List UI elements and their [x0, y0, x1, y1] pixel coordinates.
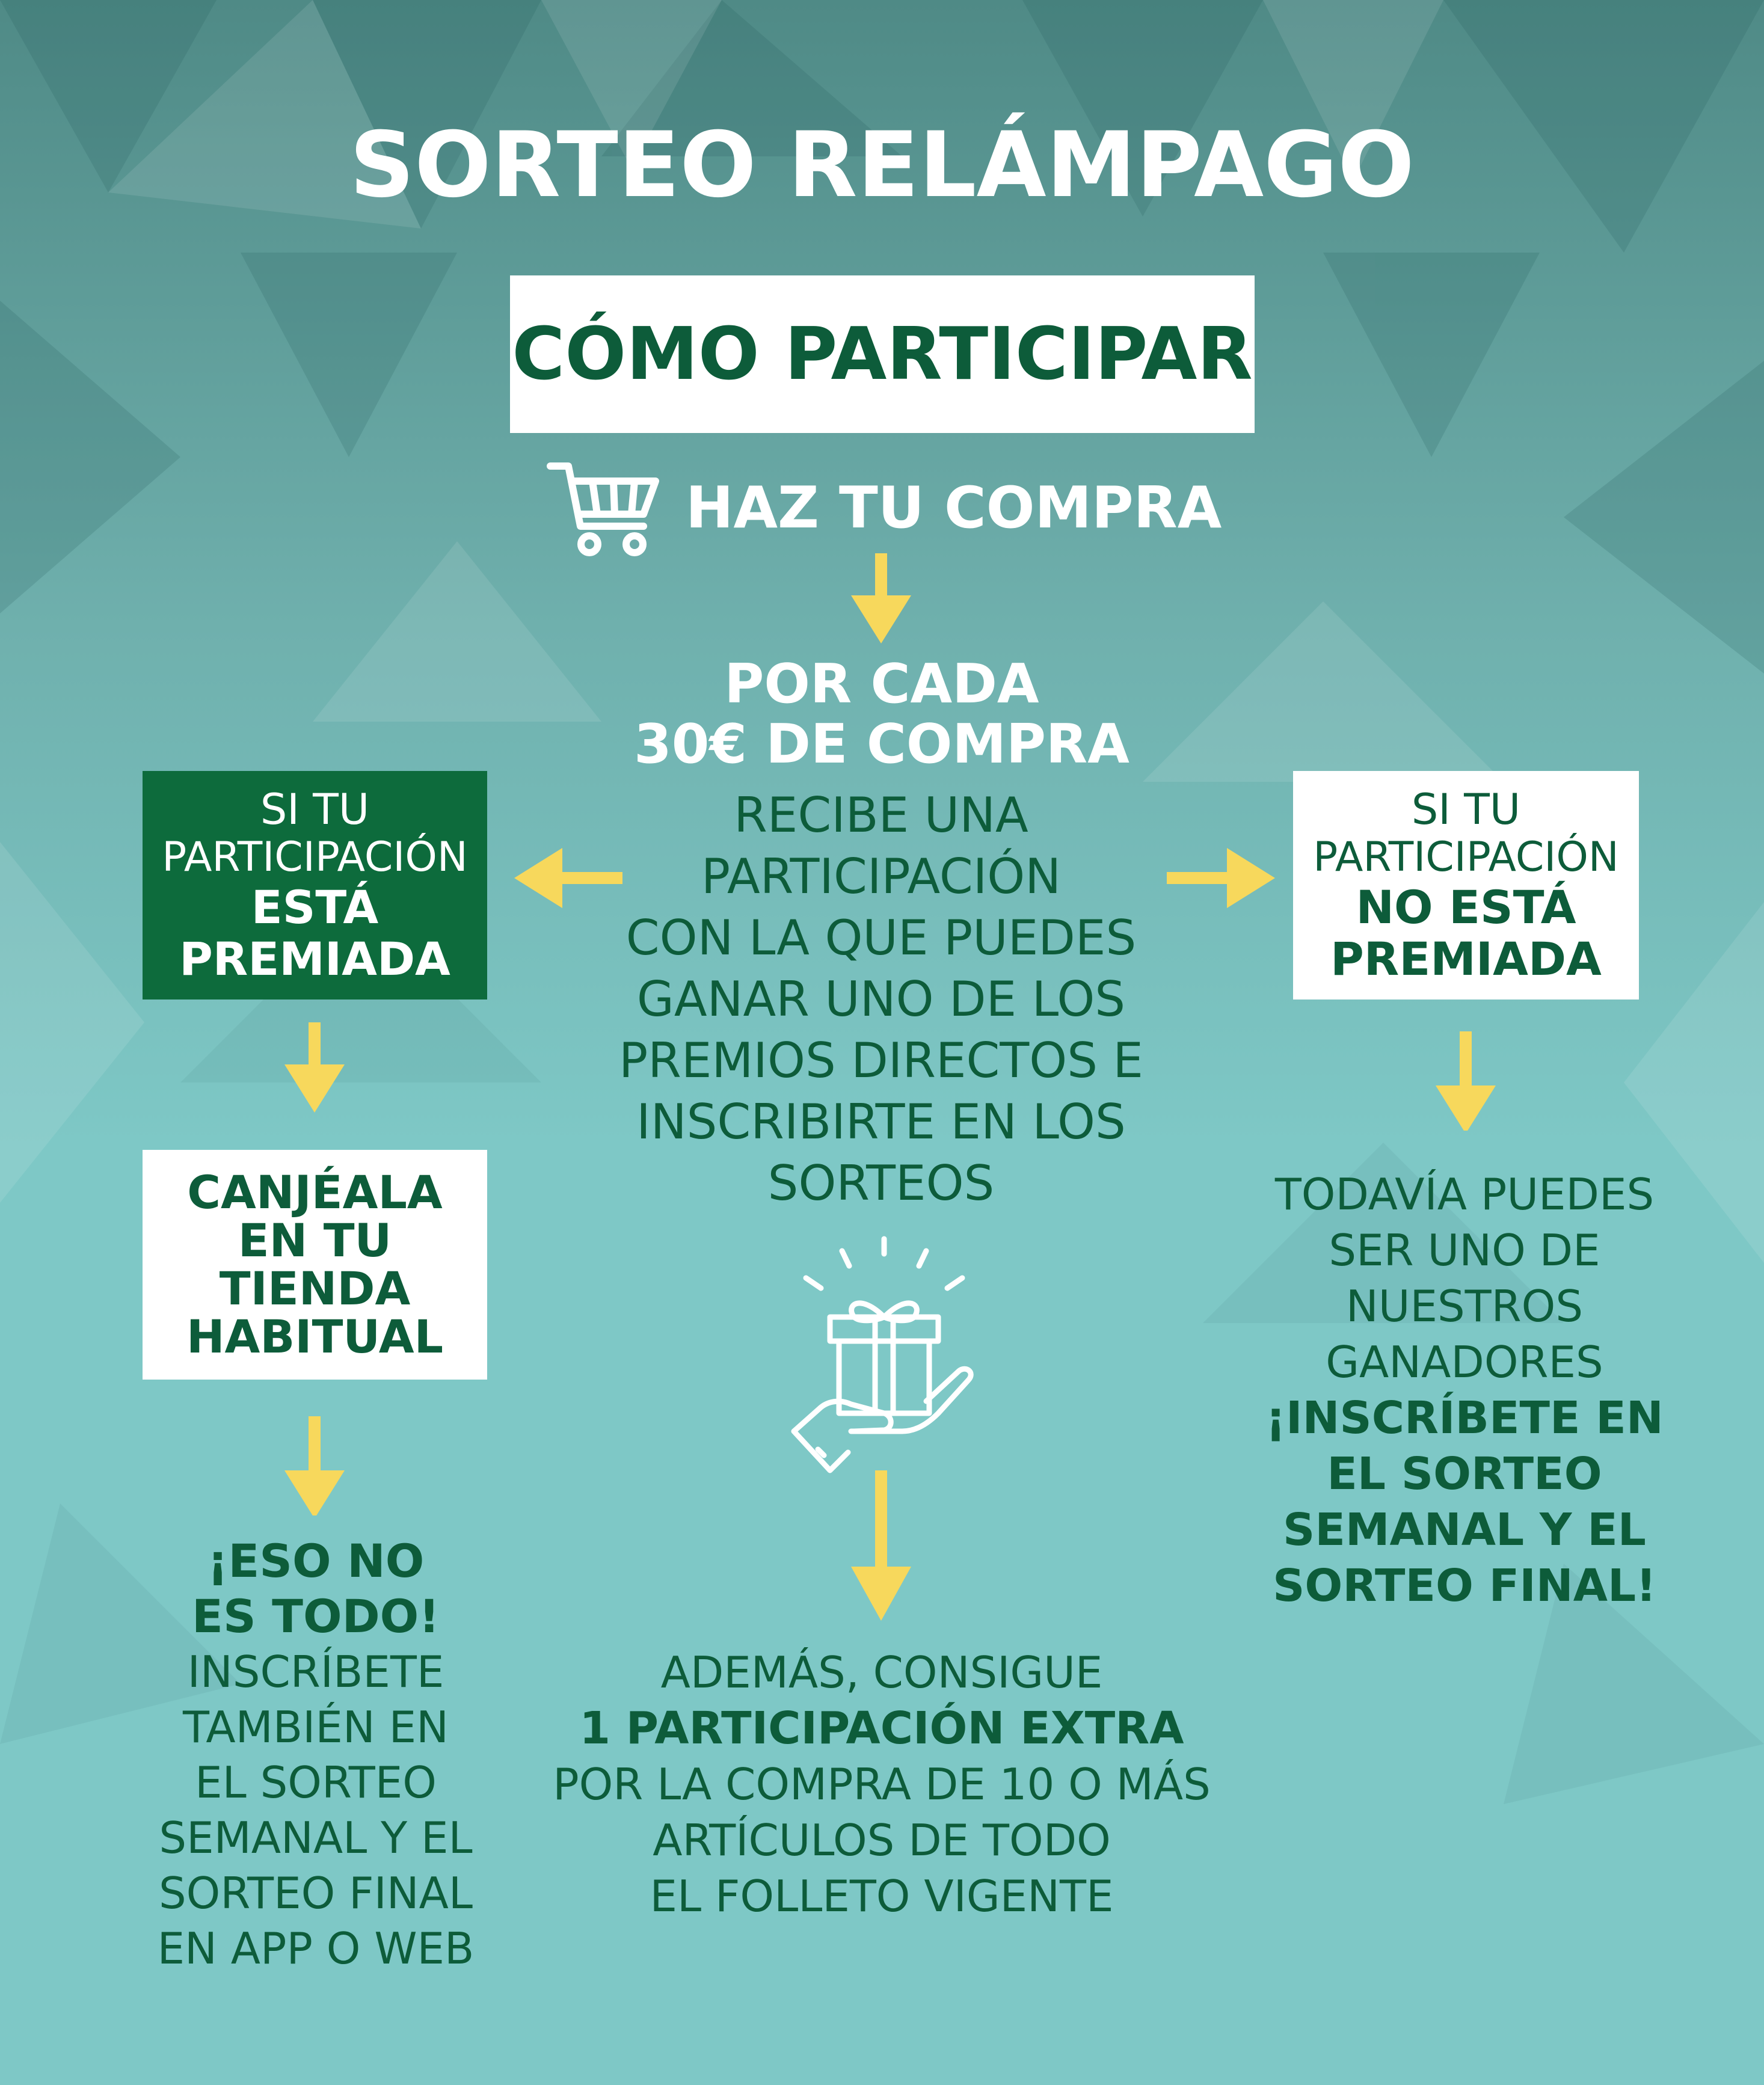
signup-line: SEMANAL Y EL: [1283, 1504, 1646, 1556]
right-no-prize-box: [1293, 771, 1639, 1000]
left-box-line3: ESTÁ: [251, 880, 379, 934]
also-line: EL SORTEO: [195, 1757, 437, 1808]
receive-line: CON LA QUE PUEDES: [625, 910, 1137, 966]
left-bottom-text: [108, 1534, 523, 1976]
also-line: EN APP O WEB: [157, 1923, 475, 1974]
extra-line2: 1 PARTICIPACIÓN EXTRA: [579, 1703, 1184, 1754]
redeem-line: HABITUAL: [186, 1310, 444, 1363]
gift-in-hand-icon: [788, 1233, 980, 1485]
right-box-line3: NO ESTÁ: [1356, 880, 1576, 934]
left-box-line2: PARTICIPACIÓN: [162, 834, 468, 881]
extra-text: [521, 1645, 1243, 1924]
still-line: SER UNO DE: [1329, 1225, 1600, 1276]
also-line: TAMBIÉN EN: [183, 1702, 449, 1752]
redeem-line: TIENDA: [219, 1262, 411, 1315]
left-prize-box: [143, 771, 487, 1000]
also-line: INSCRÍBETE: [187, 1647, 444, 1697]
arrow-down-icon: [284, 1022, 345, 1113]
arrow-down-icon: [851, 1470, 911, 1621]
also-line: SORTEO FINAL: [158, 1868, 473, 1918]
per-purchase-line1: POR CADA: [724, 653, 1039, 716]
step-buy-label: HAZ TU COMPRA: [686, 475, 1222, 541]
receive-line: INSCRIBIRTE EN LOS: [636, 1094, 1126, 1150]
shopping-cart-icon: [544, 454, 665, 562]
redeem-box: [143, 1150, 487, 1380]
per-purchase-line2: 30€ DE COMPRA: [634, 713, 1129, 776]
right-text: [1239, 1167, 1690, 1614]
still-line: NUESTROS: [1345, 1281, 1584, 1331]
arrow-down-icon: [851, 553, 911, 643]
how-to-box: [510, 275, 1255, 433]
right-box-line1: SI TU: [1411, 785, 1521, 834]
still-line: TODAVÍA PUEDES: [1274, 1169, 1655, 1220]
receive-line: PARTICIPACIÓN: [701, 849, 1062, 904]
signup-line: EL SORTEO: [1327, 1448, 1602, 1500]
arrow-right-icon: [1167, 848, 1275, 908]
receive-line: PREMIOS DIRECTOS E: [619, 1033, 1143, 1089]
how-to-title: CÓMO PARTICIPAR: [512, 312, 1253, 396]
signup-line: SORTEO FINAL!: [1273, 1560, 1656, 1612]
page-title: SORTEO RELÁMPAGO: [349, 113, 1415, 218]
also-line: SEMANAL Y EL: [159, 1813, 473, 1863]
receive-line: GANAR UNO DE LOS: [636, 971, 1126, 1027]
left-box-line4: PREMIADA: [179, 932, 450, 986]
receive-line: RECIBE UNA: [734, 787, 1028, 843]
arrow-down-icon: [1436, 1022, 1496, 1131]
left-box-line1: SI TU: [260, 785, 370, 834]
not-all-line: ES TODO!: [192, 1589, 440, 1643]
extra-line3: POR LA COMPRA DE 10 O MÁS: [553, 1759, 1211, 1810]
redeem-line: EN TU: [238, 1214, 392, 1267]
signup-line: ¡INSCRÍBETE EN: [1265, 1392, 1664, 1444]
arrow-down-icon: [284, 1407, 345, 1515]
arrow-left-icon: [514, 848, 622, 908]
extra-line1: ADEMÁS, CONSIGUE: [660, 1647, 1103, 1698]
not-all-line: ¡ESO NO: [207, 1534, 425, 1588]
still-line: GANADORES: [1326, 1337, 1603, 1387]
receive-line: SORTEOS: [767, 1155, 995, 1211]
extra-line5: EL FOLLETO VIGENTE: [650, 1871, 1114, 1921]
right-box-line4: PREMIADA: [1330, 932, 1602, 986]
extra-line4: ARTÍCULOS DE TODO: [653, 1815, 1111, 1865]
redeem-line: CANJÉALA: [187, 1165, 443, 1219]
right-box-line2: PARTICIPACIÓN: [1313, 834, 1619, 881]
receive-text: [559, 785, 1203, 1214]
